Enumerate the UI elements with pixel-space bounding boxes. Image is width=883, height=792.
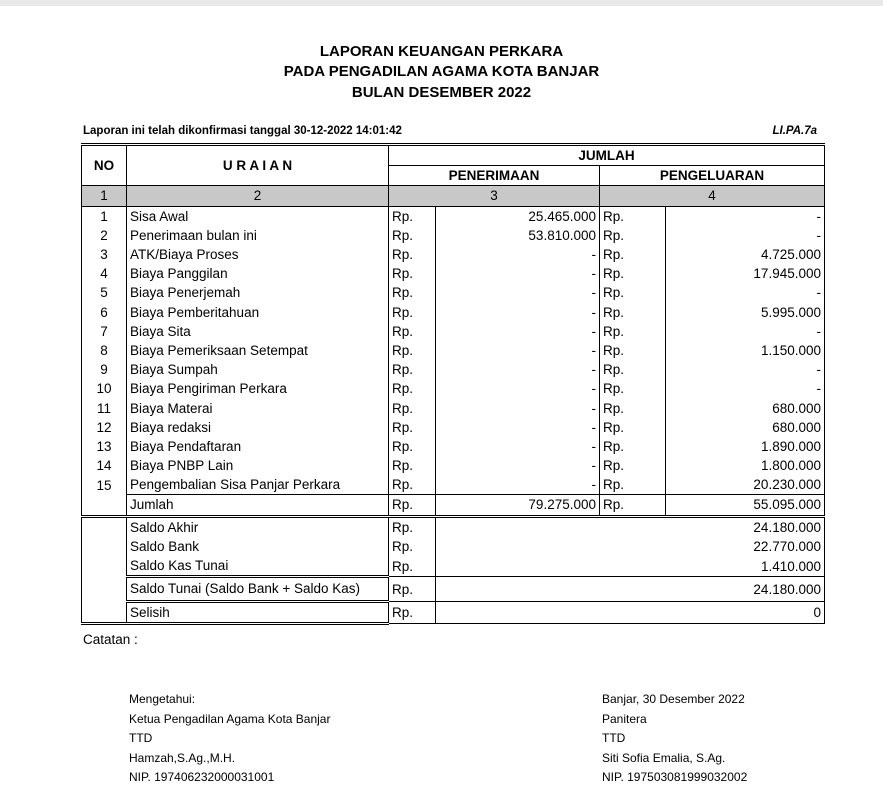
sign-left-line: Hamzah,S.Ag.,M.H. [129, 750, 236, 765]
currency-label: Rp. [600, 322, 666, 341]
saldo-tunai-row [82, 577, 825, 602]
expense-value: 680.000 [666, 398, 825, 417]
row-label: Biaya Pemberitahuan [127, 303, 389, 322]
currency-label: Rp. [389, 556, 436, 577]
expense-value: 1.150.000 [666, 341, 825, 360]
total-row [82, 495, 825, 516]
selisih-row [82, 602, 825, 624]
currency-label: Rp. [389, 456, 436, 475]
income-value: - [436, 398, 600, 417]
signature-left [129, 690, 330, 788]
saldo-kas-row-value: 1.410.000 [436, 556, 825, 577]
row-number: 5 [82, 283, 127, 302]
row-label: Sisa Awal [127, 206, 389, 226]
financial-report-table [81, 143, 825, 625]
col-number: 2 [127, 186, 389, 206]
expense-value: 1.800.000 [666, 456, 825, 475]
row-number: 10 [82, 379, 127, 398]
row-number-empty [82, 495, 127, 516]
top-bar [0, 0, 883, 6]
total-label: Jumlah [127, 495, 389, 516]
table-row [82, 206, 825, 226]
row-number: 3 [82, 245, 127, 264]
expense-value: 4.725.000 [666, 245, 825, 264]
saldo-kas-row [82, 556, 825, 577]
row-label: Biaya Sumpah [127, 360, 389, 379]
saldo-bank-row-label: Saldo Bank [127, 537, 389, 556]
table-row [82, 475, 825, 495]
signature-right [602, 690, 747, 788]
table-row [82, 418, 825, 437]
expense-value: - [666, 360, 825, 379]
table-row [82, 264, 825, 283]
saldo-bank-row-value: 22.770.000 [436, 537, 825, 556]
row-label: Biaya Sita [127, 322, 389, 341]
expense-value: 5.995.000 [666, 303, 825, 322]
income-value: - [436, 245, 600, 264]
sign-right-line: NIP. 197503081999032002 [602, 770, 748, 785]
currency-label: Rp. [600, 303, 666, 322]
table-row [82, 437, 825, 456]
row-label: Biaya Pendaftaran [127, 437, 389, 456]
currency-label: Rp. [389, 379, 436, 398]
income-value: - [436, 303, 600, 322]
row-label: Biaya PNBP Lain [127, 456, 389, 475]
row-number: 13 [82, 437, 127, 456]
row-label: Pengembalian Sisa Panjar Perkara [127, 475, 389, 495]
row-number: 1 [82, 206, 127, 226]
table-row [82, 398, 825, 417]
currency-label: Rp. [600, 398, 666, 417]
currency-label: Rp. [600, 283, 666, 302]
sign-right-line: TTD [602, 731, 626, 746]
table-row [82, 226, 825, 245]
report-code: LI.PA.7a [772, 125, 817, 137]
row-number: 4 [82, 264, 127, 283]
income-value: - [436, 360, 600, 379]
expense-value: 680.000 [666, 418, 825, 437]
saldo-tunai-row-label: Saldo Tunai (Saldo Bank + Saldo Kas) [127, 577, 389, 602]
income-value: - [436, 379, 600, 398]
income-value: - [436, 475, 600, 495]
col-number: 1 [82, 186, 127, 206]
income-value: - [436, 418, 600, 437]
currency-label: Rp. [389, 264, 436, 283]
row-number: 7 [82, 322, 127, 341]
row-label: Penerimaan bulan ini [127, 226, 389, 245]
table-row [82, 360, 825, 379]
row-label: Biaya Materai [127, 398, 389, 417]
currency-label: Rp. [389, 341, 436, 360]
row-number: 12 [82, 418, 127, 437]
row-number: 2 [82, 226, 127, 245]
saldo-no-empty [82, 516, 127, 624]
saldo-kas-row-label: Saldo Kas Tunai [127, 556, 389, 577]
currency-label: Rp. [389, 577, 436, 602]
currency-label: Rp. [600, 264, 666, 283]
currency-label: Rp. [600, 360, 666, 379]
currency-label: Rp. [389, 475, 436, 495]
report-period: BULAN DESEMBER 2022 [351, 84, 532, 101]
column-number-row [82, 186, 825, 206]
total-income: 79.275.000 [436, 495, 600, 516]
currency-label: Rp. [600, 245, 666, 264]
row-number: 14 [82, 456, 127, 475]
currency-label: Rp. [389, 495, 436, 516]
income-value: 25.465.000 [436, 206, 600, 226]
currency-label: Rp. [600, 437, 666, 456]
sign-left-line: Ketua Pengadilan Agama Kota Banjar [129, 711, 331, 726]
table-row [82, 322, 825, 341]
col-penerimaan-header: PENERIMAAN [389, 166, 600, 186]
currency-label: Rp. [389, 398, 436, 417]
saldo-akhir-row-label: Saldo Akhir [127, 516, 389, 537]
catatan-label: Catatan : [83, 632, 138, 647]
col-pengeluaran-header: PENGELUARAN [600, 166, 825, 186]
expense-value: - [666, 322, 825, 341]
sign-left-line: NIP. 197406232000031001 [129, 770, 275, 785]
currency-label: Rp. [389, 418, 436, 437]
currency-label: Rp. [389, 303, 436, 322]
currency-label: Rp. [600, 475, 666, 495]
currency-label: Rp. [600, 495, 666, 516]
currency-label: Rp. [389, 437, 436, 456]
income-value: - [436, 283, 600, 302]
saldo-akhir-row-value: 24.180.000 [436, 516, 825, 537]
expense-value: - [666, 283, 825, 302]
col-uraian-header: U R A I A N [127, 145, 389, 186]
currency-label: Rp. [389, 322, 436, 341]
currency-label: Rp. [600, 379, 666, 398]
row-label: Biaya Pengiriman Perkara [127, 379, 389, 398]
expense-value: 20.230.000 [666, 475, 825, 495]
table-row [82, 283, 825, 302]
sign-left-line: Mengetahui: [129, 692, 196, 706]
table-row [82, 341, 825, 360]
confirmation-note: Laporan ini telah dikonfirmasi tanggal 30-12-2022 14:01:42 [83, 125, 402, 137]
income-value: 53.810.000 [436, 226, 600, 245]
income-value: - [436, 264, 600, 283]
row-label: Biaya redaksi [127, 418, 389, 437]
col-number: 4 [600, 186, 825, 206]
saldo-bank-row [82, 537, 825, 556]
header-row-1 [82, 145, 825, 166]
currency-label: Rp. [389, 516, 436, 537]
sign-right-line: Panitera [602, 711, 647, 726]
income-value: - [436, 456, 600, 475]
saldo-tunai-row-value: 24.180.000 [436, 577, 825, 602]
row-number: 11 [82, 398, 127, 417]
expense-value: 17.945.000 [666, 264, 825, 283]
currency-label: Rp. [389, 360, 436, 379]
currency-label: Rp. [389, 283, 436, 302]
income-value: - [436, 341, 600, 360]
sign-left-line: TTD [129, 731, 153, 746]
row-number: 8 [82, 341, 127, 360]
currency-label: Rp. [389, 245, 436, 264]
currency-label: Rp. [389, 226, 436, 245]
table-row [82, 303, 825, 322]
currency-label: Rp. [600, 341, 666, 360]
sign-right-line: Siti Sofia Emalia, S.Ag. [602, 750, 726, 765]
col-no-header: NO [82, 145, 127, 186]
row-label: ATK/Biaya Proses [127, 245, 389, 264]
currency-label: Rp. [600, 418, 666, 437]
col-jumlah-header: JUMLAH [389, 145, 825, 166]
expense-value: - [666, 226, 825, 245]
row-label: Biaya Penerjemah [127, 283, 389, 302]
currency-label: Rp. [600, 226, 666, 245]
currency-label: Rp. [389, 602, 436, 624]
selisih-row-value: 0 [436, 602, 825, 624]
currency-label: Rp. [389, 537, 436, 556]
currency-label: Rp. [389, 206, 436, 226]
total-expense: 55.095.000 [666, 495, 825, 516]
row-label: Biaya Pemeriksaan Setempat [127, 341, 389, 360]
expense-value: - [666, 379, 825, 398]
row-number: 6 [82, 303, 127, 322]
col-number: 3 [389, 186, 600, 206]
selisih-row-label: Selisih [127, 602, 389, 624]
row-number: 15 [82, 475, 127, 495]
currency-label: Rp. [600, 456, 666, 475]
table-row [82, 245, 825, 264]
income-value: - [436, 437, 600, 456]
table-row [82, 456, 825, 475]
expense-value: - [666, 206, 825, 226]
report-title: LAPORAN KEUANGAN PERKARA [319, 43, 564, 60]
sign-right-line: Banjar, 30 Desember 2022 [602, 692, 745, 706]
row-number: 9 [82, 360, 127, 379]
income-value: - [436, 322, 600, 341]
expense-value: 1.890.000 [666, 437, 825, 456]
report-subtitle: PADA PENGADILAN AGAMA KOTA BANJAR [283, 63, 600, 80]
table-row [82, 379, 825, 398]
row-label: Biaya Panggilan [127, 264, 389, 283]
saldo-akhir-row [82, 516, 825, 537]
currency-label: Rp. [600, 206, 666, 226]
